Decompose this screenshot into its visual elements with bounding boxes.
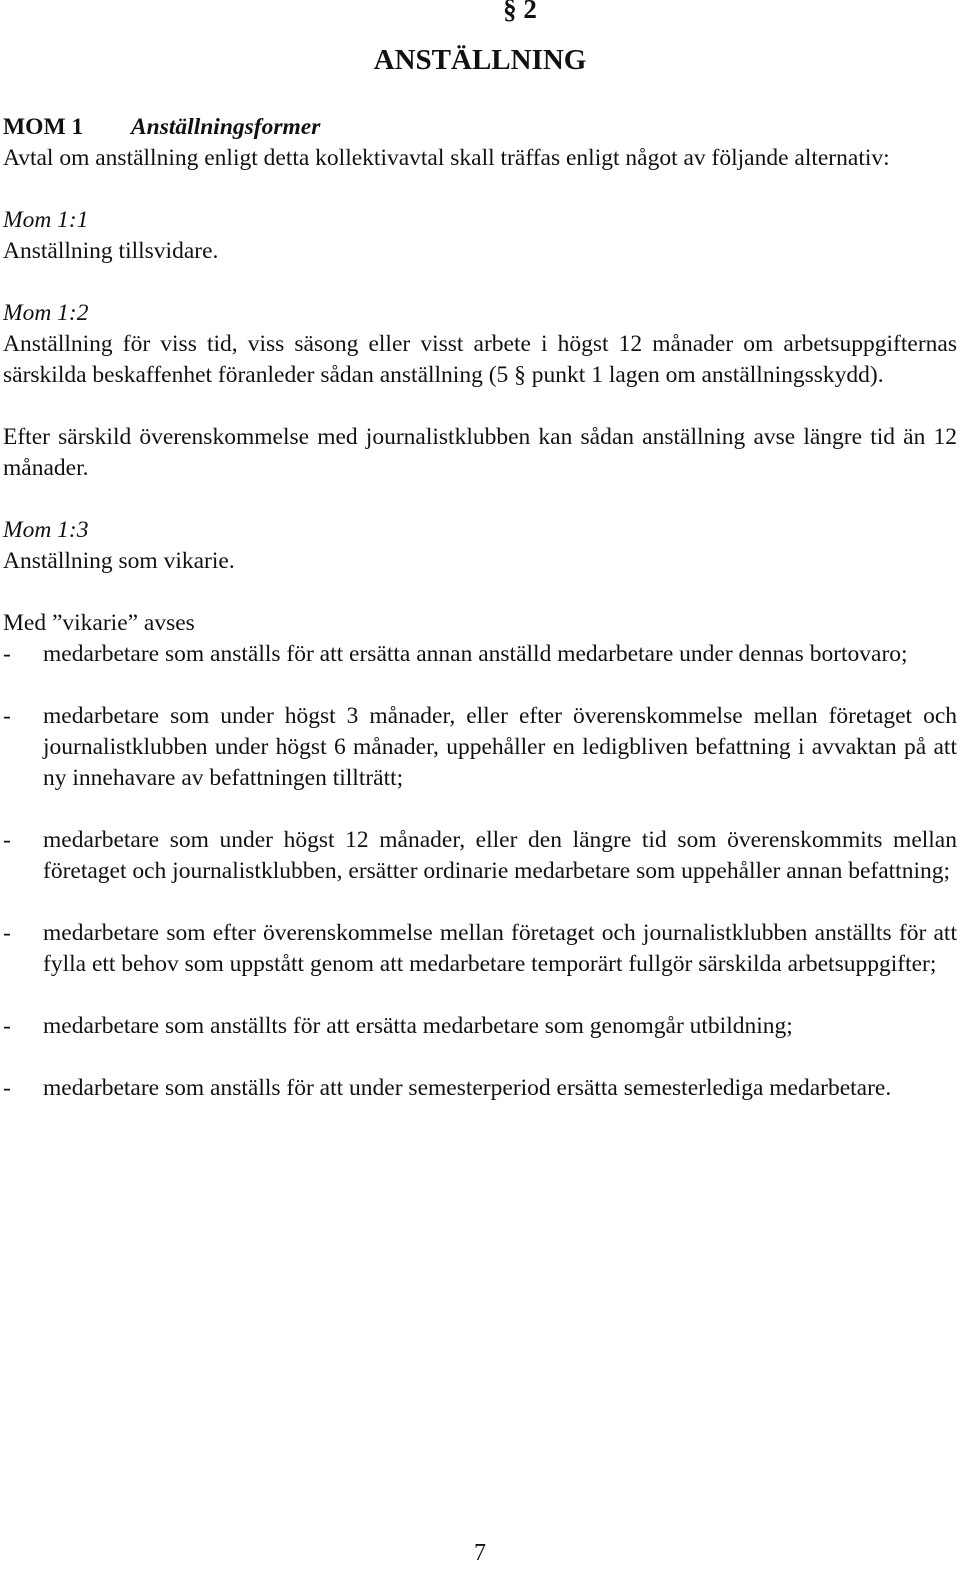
- spacer: [3, 391, 957, 422]
- list-dash: -: [3, 1075, 11, 1101]
- spacer: [3, 174, 957, 205]
- mom1-name: Anställningsformer: [131, 114, 321, 140]
- mom1-heading: [3, 112, 957, 143]
- spacer: [3, 980, 957, 1011]
- list-item-text: medarbetare som anställs för att ersätta annan anställd medarbetare under dennas bortovaro;: [43, 641, 908, 667]
- spacer: [3, 670, 957, 701]
- list-item: [3, 825, 957, 887]
- list-dash: -: [3, 641, 11, 667]
- spacer: [3, 577, 957, 608]
- list-dash: -: [3, 920, 11, 946]
- list-item: [3, 918, 957, 980]
- list-item-text: medarbetare som anställs för att under semesterperiod ersätta semesterlediga medarbetare.: [43, 1075, 892, 1101]
- paragraph-number: § 2: [503, 0, 537, 24]
- section-title: ANSTÄLLNING: [373, 44, 587, 76]
- spacer: [3, 1042, 957, 1073]
- mom1-2-text: Anställning för viss tid, viss säsong eller visst arbete i högst 12 månader om arbetsuppgifternas särskilda beskaffenhet föranleder sådan anställning (5 § punkt 1 lagen om anställningsskydd).: [3, 331, 957, 388]
- mom1-intro: Avtal om anställning enligt detta kollektivavtal skall träffas enligt något av följande alternativ:: [3, 145, 890, 171]
- list-item: [3, 1011, 957, 1042]
- list-dash: -: [3, 827, 11, 853]
- list-item: [3, 639, 957, 670]
- list-item-text: medarbetare som anställts för att ersätta medarbetare som genomgår utbildning;: [43, 1013, 793, 1039]
- spacer: [3, 794, 957, 825]
- spacer: [3, 267, 957, 298]
- mom1-3-text: Anställning som vikarie.: [3, 548, 235, 574]
- mom1-1-heading: Mom 1:1: [3, 207, 89, 233]
- page-number: 7: [474, 1540, 486, 1566]
- list-dash: -: [3, 1013, 11, 1039]
- mom1-number: MOM 1: [3, 114, 84, 140]
- list-item-text: medarbetare som efter överenskommelse mellan företaget och journalistklubben anställts för att fylla ett behov som uppstått genom att medarbetare temporärt fullgör särskilda arbetsuppgifter;: [43, 920, 957, 977]
- mom1-2-heading: Mom 1:2: [3, 300, 89, 326]
- vikarie-lead: Med ”vikarie” avses: [3, 610, 195, 636]
- list-dash: -: [3, 703, 11, 729]
- spacer: [3, 484, 957, 515]
- spacer: [3, 887, 957, 918]
- mom1-1-text: Anställning tillsvidare.: [3, 238, 219, 264]
- list-item-text: medarbetare som under högst 12 månader, eller den längre tid som överenskommits mellan företaget och journalistklubben, ersätter ordinarie medarbetare som uppehåller annan befattning;: [43, 827, 957, 884]
- document-body: [3, 112, 957, 1104]
- list-item: [3, 701, 957, 794]
- list-item-text: medarbetare som under högst 3 månader, eller efter överenskommelse mellan företaget och journalistklubben under högst 6 månader, uppehåller en ledigbliven befattning i avvaktan på att ny innehavare av befattningen tillträtt;: [43, 703, 957, 791]
- mom1-3-heading: Mom 1:3: [3, 517, 89, 543]
- mom1-2-text2: Efter särskild överenskommelse med journalistklubben kan sådan anställning avse längre tid än 12 månader.: [3, 424, 957, 481]
- list-item: [3, 1073, 957, 1104]
